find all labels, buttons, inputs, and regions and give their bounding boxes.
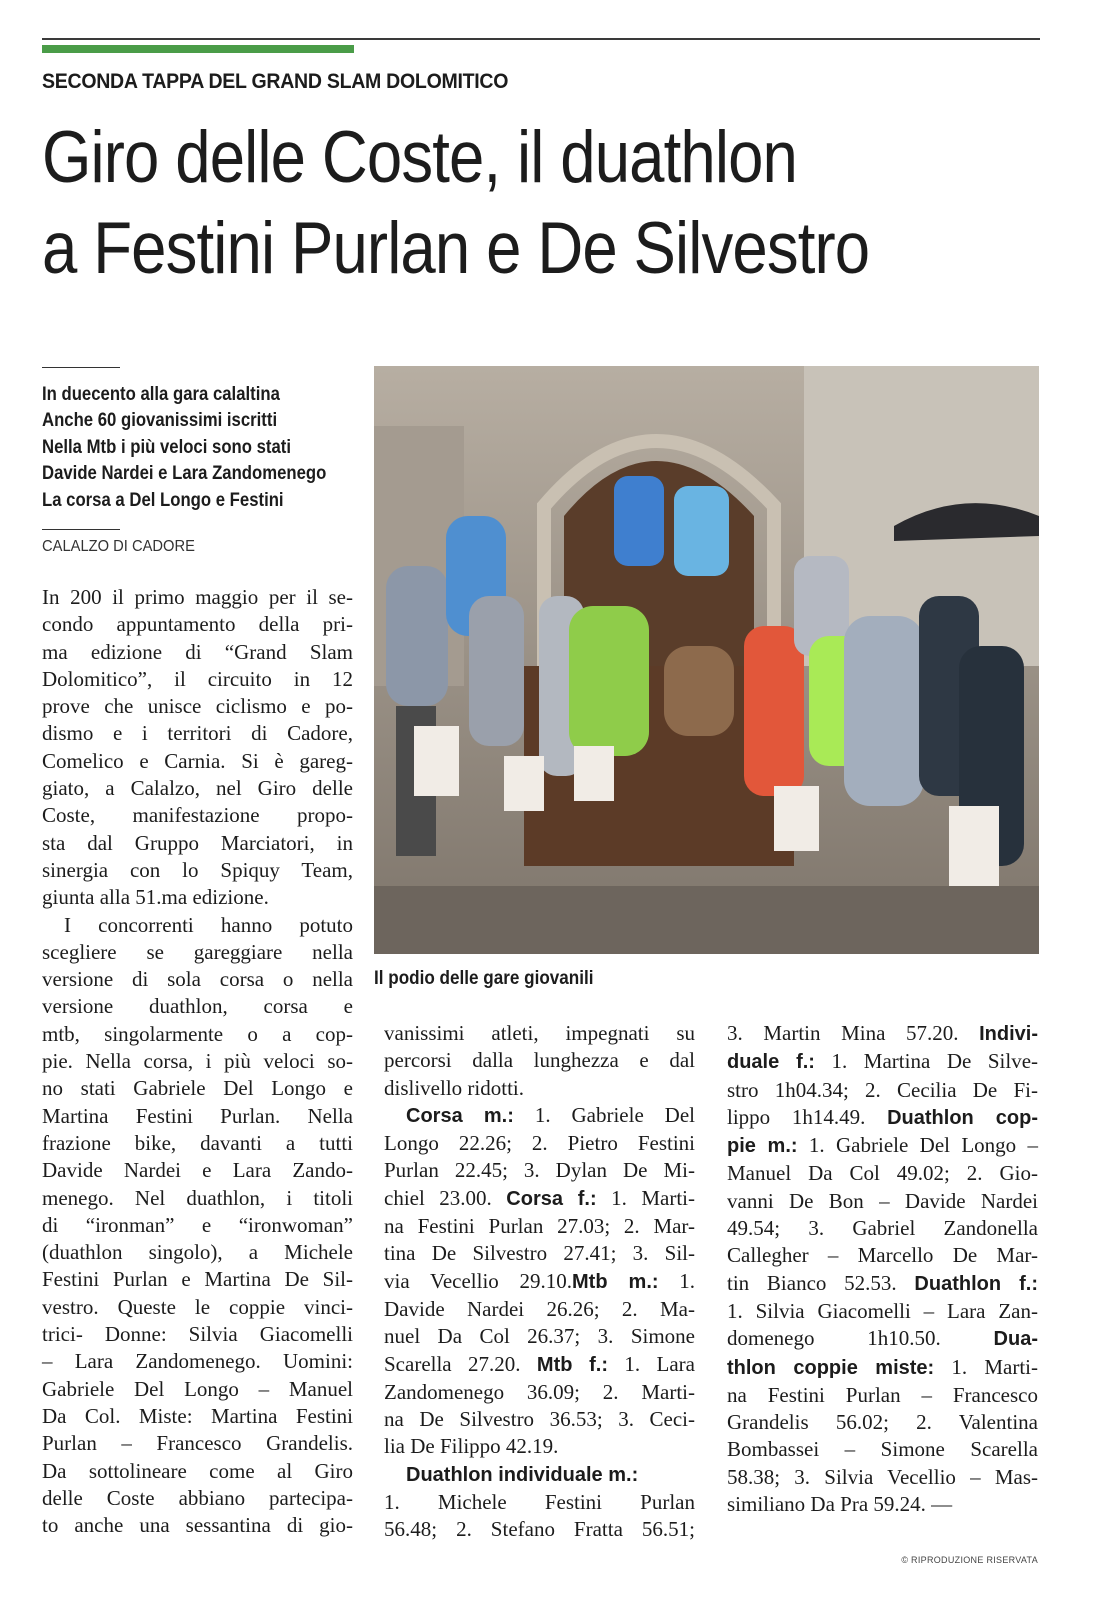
text-line: vestro. Queste le coppie vinci- bbox=[42, 1294, 353, 1319]
text-line: versione di sola corsa o nella bbox=[42, 967, 353, 992]
photo-caption: Il podio delle gare giovanili bbox=[374, 968, 594, 989]
text-line: Longo 22.26; 2. Pietro Festini bbox=[384, 1131, 695, 1156]
text-line: prove che unisce ciclismo e po- bbox=[42, 694, 353, 719]
body-column-2 bbox=[384, 1020, 695, 1544]
text-line bbox=[727, 1325, 1038, 1353]
text-line: Bombassei – Simone Scarella bbox=[727, 1437, 1038, 1462]
text-line: Zandomenego 36.09; 2. Marti- bbox=[384, 1379, 695, 1404]
text-line: delle Coste abbiano partecipa- bbox=[42, 1485, 353, 1510]
deck-line: La corsa a Del Longo e Festini bbox=[42, 489, 284, 511]
text-line: Dolomitico”, il circuito in 12 bbox=[42, 666, 353, 691]
top-rule bbox=[42, 38, 1040, 40]
text-line: no stati Gabriele Del Longo e bbox=[42, 1076, 353, 1101]
text-run: 1. Marti- bbox=[596, 1185, 696, 1210]
text-line: versione duathlon, corsa e bbox=[42, 994, 353, 1019]
text-line: 49.54; 3. Gabriel Zandonella bbox=[727, 1216, 1038, 1241]
result-heading: Corsa f.: bbox=[506, 1187, 597, 1210]
result-heading: Indivi- bbox=[979, 1023, 1038, 1045]
text-line: vanissimi atleti, impegnati su bbox=[384, 1021, 695, 1045]
text-line bbox=[384, 1185, 695, 1213]
text-run: domenego 1h10.50. bbox=[727, 1326, 994, 1351]
body-column-3 bbox=[727, 1020, 1038, 1518]
text-line: Da sottolineare come al Giro bbox=[42, 1458, 353, 1483]
dateline: CALALZO DI CADORE bbox=[42, 538, 195, 555]
deck-line: Anche 60 giovanissimi iscritti bbox=[42, 410, 278, 432]
copyright-notice: © RIPRODUZIONE RISERVATA bbox=[901, 1555, 1038, 1565]
text-line: na De Silvestro 36.53; 3. Ceci- bbox=[384, 1407, 695, 1432]
text-line: 58.38; 3. Silvia Vecellio – Mas- bbox=[727, 1464, 1038, 1489]
text-line: Gabriele Del Longo – Manuel bbox=[42, 1376, 353, 1401]
text-line bbox=[384, 1102, 695, 1130]
text-line: na Festini Purlan 27.03; 2. Mar- bbox=[384, 1214, 695, 1239]
text-line: (duathlon singolo), a Michele bbox=[42, 1240, 353, 1265]
text-line: dismo e i territori di Cadore, bbox=[42, 721, 353, 746]
result-heading: Duathlon f.: bbox=[914, 1272, 1038, 1295]
text-line bbox=[727, 1104, 1038, 1132]
deck-line: Davide Nardei e Lara Zandomenego bbox=[42, 463, 327, 485]
text-line: scegliere se gareggiare nella bbox=[42, 939, 353, 964]
text-run: via Vecellio 29.10. bbox=[384, 1268, 572, 1293]
section-accent-bar bbox=[42, 45, 354, 53]
text-line: 1. Michele Festini Purlan bbox=[384, 1490, 695, 1515]
text-line: – Lara Zandomenego. Uomini: bbox=[42, 1349, 353, 1374]
text-line: Da Col. Miste: Martina Festini bbox=[42, 1403, 353, 1428]
text-line: Festini Purlan e Martina De Sil- bbox=[42, 1267, 353, 1292]
text-line bbox=[384, 1461, 695, 1489]
text-line: Purlan 22.45; 3. Dylan De Mi- bbox=[384, 1158, 695, 1183]
text-line: 56.48; 2. Stefano Fratta 56.51; bbox=[384, 1517, 695, 1542]
deck-top-rule bbox=[42, 367, 120, 368]
text-run: 1. Gabriele Del Longo – bbox=[797, 1133, 1038, 1158]
result-heading: Duathlon cop- bbox=[887, 1106, 1038, 1129]
podium-photo bbox=[374, 366, 1039, 954]
photo-illustration bbox=[374, 366, 1039, 954]
deck-line: Nella Mtb i più veloci sono stati bbox=[42, 436, 291, 458]
headline-line: Giro delle Coste, il duathlon bbox=[42, 117, 797, 198]
result-heading: thlon coppie miste: bbox=[727, 1356, 935, 1379]
text-line: menego. Nel duathlon, i titoli bbox=[42, 1185, 353, 1210]
text-line: Manuel Da Col 49.02; 2. Gio- bbox=[727, 1161, 1038, 1186]
result-heading: Mtb m.: bbox=[572, 1270, 659, 1293]
text-line: In 200 il primo maggio per il se- bbox=[42, 585, 353, 609]
text-line: vanni De Bon – Davide Nardei bbox=[727, 1188, 1038, 1213]
text-line: giunta alla 51.ma edizione. bbox=[42, 885, 269, 910]
text-line: sinergia con lo Spiquy Team, bbox=[42, 857, 353, 882]
text-line: dislivello ridotti. bbox=[384, 1075, 524, 1100]
result-heading: Mtb f.: bbox=[536, 1353, 609, 1376]
text-line: sta dal Gruppo Marciatori, in bbox=[42, 830, 353, 855]
kicker: SECONDA TAPPA DEL GRAND SLAM DOLOMITICO bbox=[42, 70, 509, 93]
result-heading: Corsa m.: bbox=[406, 1104, 514, 1127]
text-line: Grandelis 56.02; 2. Valentina bbox=[727, 1410, 1038, 1435]
text-line: stro 1h04.34; 2. Cecilia De Fi- bbox=[727, 1077, 1038, 1102]
text-line: na Festini Purlan – Francesco bbox=[727, 1382, 1038, 1407]
result-heading: duale f.: bbox=[727, 1051, 815, 1074]
text-line: Comelico e Carnia. Si è gareg- bbox=[42, 748, 353, 773]
text-line: I concorrenti hanno potuto bbox=[64, 912, 353, 937]
text-line: Purlan – Francesco Grandelis. bbox=[42, 1431, 353, 1456]
text-line: to anche una sessantina di gio- bbox=[42, 1513, 353, 1538]
text-run: 1. bbox=[658, 1268, 695, 1293]
text-run: 1. Marti- bbox=[934, 1354, 1038, 1379]
text-run: chiel 23.00. bbox=[384, 1185, 507, 1210]
text-line: giato, a Calalzo, nel Giro delle bbox=[42, 776, 353, 801]
text-line: percorsi dalla lunghezza e dal bbox=[384, 1048, 695, 1073]
text-line: Davide Nardei 26.26; 2. Ma- bbox=[384, 1296, 695, 1321]
deck-line: In duecento alla gara calaltina bbox=[42, 384, 280, 405]
text-line bbox=[384, 1268, 695, 1296]
text-line: trici- Donne: Silvia Giacomelli bbox=[42, 1322, 353, 1347]
text-run: Scarella 27.20. bbox=[384, 1351, 537, 1376]
text-run: 1. Lara bbox=[608, 1351, 695, 1376]
text-line: Callegher – Marcello De Mar- bbox=[727, 1243, 1038, 1268]
text-line: condo appuntamento della pri- bbox=[42, 612, 353, 637]
text-line: Martina Festini Purlan. Nella bbox=[42, 1103, 353, 1128]
text-line bbox=[727, 1132, 1038, 1160]
headline-line: a Festini Purlan e De Silvestro bbox=[42, 208, 870, 289]
result-heading: Dua- bbox=[993, 1328, 1038, 1351]
text-line bbox=[727, 1270, 1038, 1298]
headline bbox=[42, 112, 999, 294]
text-line: ma edizione di “Grand Slam bbox=[42, 639, 353, 664]
text-line: tina De Silvestro 27.41; 3. Sil- bbox=[384, 1241, 695, 1266]
body-column-1 bbox=[42, 584, 353, 1539]
text-line: Davide Nardei e Lara Zando- bbox=[42, 1158, 353, 1183]
text-line bbox=[727, 1048, 1038, 1076]
result-heading: Duathlon individuale m.: bbox=[406, 1463, 639, 1486]
text-line: nuel Da Col 26.37; 3. Simone bbox=[384, 1324, 695, 1349]
text-line: lia De Filippo 42.19. bbox=[384, 1434, 559, 1459]
text-line: Coste, manifestazione propo- bbox=[42, 803, 353, 828]
deck-bottom-rule bbox=[42, 529, 120, 530]
text-run: lippo 1h14.49. bbox=[727, 1104, 888, 1129]
text-run: 1. Gabriele Del bbox=[513, 1102, 695, 1127]
text-line: 1. Silvia Giacomelli – Lara Zan- bbox=[727, 1298, 1038, 1323]
deck bbox=[42, 382, 376, 514]
text-run: 3. Martin Mina 57.20. bbox=[727, 1021, 980, 1045]
text-line: mtb, singolarmente o a cop- bbox=[42, 1021, 353, 1046]
text-line bbox=[384, 1351, 695, 1379]
text-line: pie. Nella corsa, i più veloci so- bbox=[42, 1049, 353, 1074]
text-line: frazione bike, davanti a tutti bbox=[42, 1130, 353, 1155]
text-run: 1. Martina De Silve- bbox=[814, 1049, 1039, 1074]
text-line bbox=[727, 1020, 1038, 1048]
result-heading: pie m.: bbox=[727, 1135, 798, 1158]
text-line: similiano Da Pra 59.24. — bbox=[727, 1492, 953, 1517]
text-line: di “ironman” e “ironwoman” bbox=[42, 1212, 353, 1237]
text-run: tin Bianco 52.53. bbox=[727, 1270, 915, 1295]
text-line bbox=[727, 1354, 1038, 1382]
